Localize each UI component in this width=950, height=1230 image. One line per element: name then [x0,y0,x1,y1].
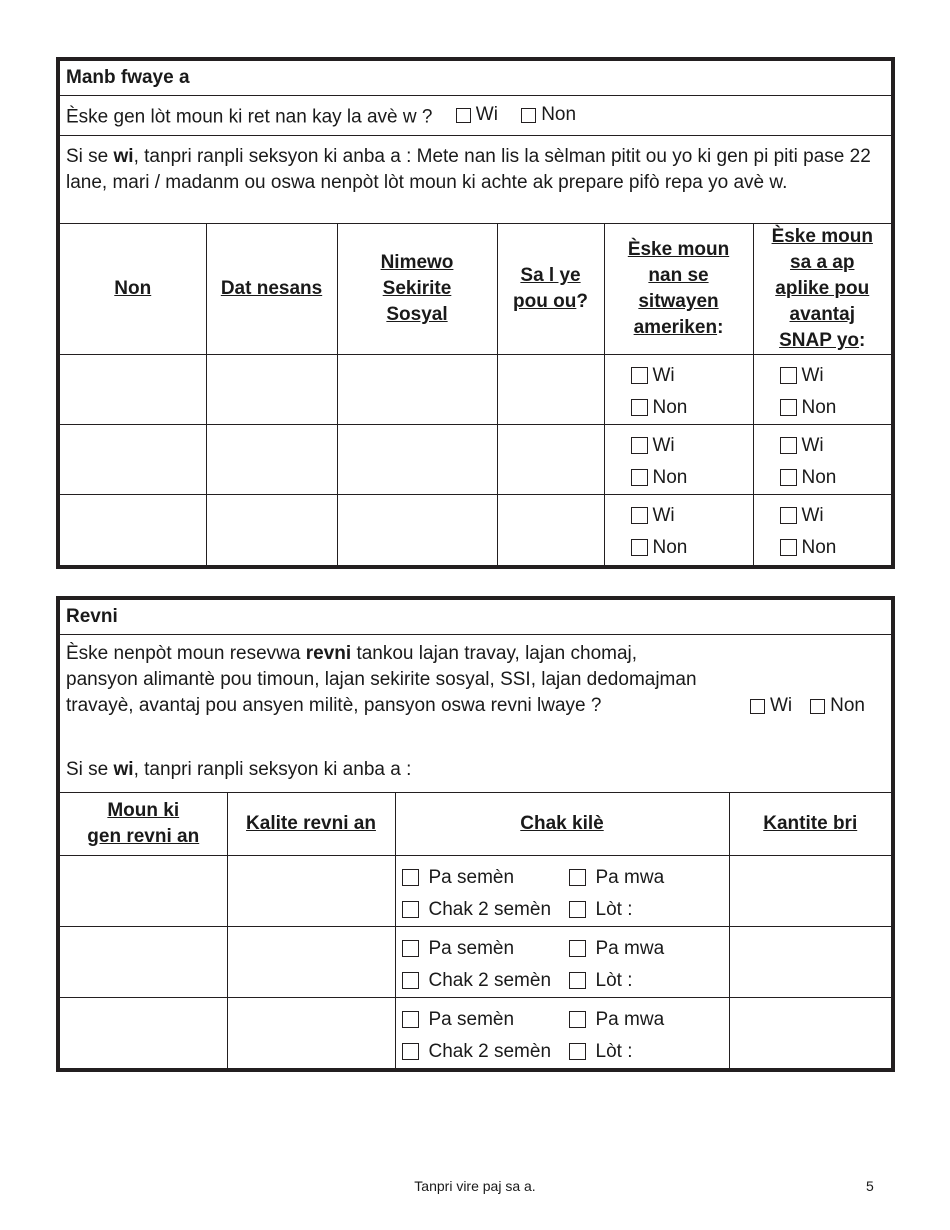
income-yes-option[interactable] [750,693,792,719]
citizen-no[interactable] [631,462,753,494]
no-label: Non [652,396,688,418]
snap-yes[interactable] [780,430,892,462]
checkbox[interactable] [750,699,765,714]
freq-weekly[interactable] [402,867,569,889]
yes-label: Wi [801,364,824,386]
dob-cell[interactable] [206,355,337,425]
person-cell[interactable] [60,855,227,926]
freq-biweekly[interactable] [402,1041,569,1063]
citizen-no[interactable] [631,392,753,424]
checkbox[interactable] [810,699,825,714]
checkbox[interactable] [631,539,648,556]
biweekly-label: Chak 2 semèn [428,898,552,920]
yes-label: Wi [652,504,675,526]
checkbox[interactable] [456,108,471,123]
question-text: tankou lajan travay, lajan chomaj, [351,643,638,664]
checkbox[interactable] [569,972,586,989]
freq-monthly[interactable] [569,1009,665,1031]
ssn-cell[interactable] [337,355,497,425]
other-label: Lòt : [595,1040,633,1062]
biweekly-label: Chak 2 semèn [428,969,552,991]
col-relation-label: Sa l ye pou ou [513,265,581,312]
household-instruction [60,136,891,224]
checkbox[interactable] [780,367,797,384]
dob-cell[interactable] [206,495,337,565]
freq-other[interactable] [569,899,633,921]
no-label: Non [652,466,688,488]
checkbox[interactable] [780,469,797,486]
weekly-label: Pa semèn [428,937,515,959]
checkbox[interactable] [402,972,419,989]
col-citizen [604,224,753,355]
citizen-yes[interactable] [631,360,753,392]
instruction-text: Si se [66,146,114,167]
income-table [60,793,891,1068]
col-person [60,793,227,855]
table-row [60,495,891,565]
household-question-row [60,96,891,136]
checkbox[interactable] [569,901,586,918]
checkbox[interactable] [631,437,648,454]
question-bold: revni [305,643,352,664]
citizen-yes[interactable] [631,430,753,462]
snap-no[interactable] [780,392,892,424]
checkbox[interactable] [569,869,586,886]
type-cell[interactable] [227,997,395,1068]
household-title: Manb fwaye a [60,61,891,96]
name-cell[interactable] [60,495,206,565]
citizen-no[interactable] [631,532,753,564]
household-section [56,57,895,569]
table-row [60,425,891,495]
yes-label: Wi [801,504,824,526]
checkbox[interactable] [402,940,419,957]
snap-yes[interactable] [780,360,892,392]
freq-weekly[interactable] [402,1009,569,1031]
snap-cell [753,425,891,495]
checkbox[interactable] [780,437,797,454]
frequency-cell [395,997,729,1068]
income-question-line3: travayè, avantaj pou ansyen militè, pansyon oswa revni lwaye ? [66,695,602,716]
col-snap [753,224,891,355]
table-row [60,997,891,1068]
instruction-bold: wi [113,146,134,167]
weekly-label: Pa semèn [428,1008,515,1030]
income-no-option[interactable] [810,693,865,719]
citizen-cell [604,355,753,425]
checkbox[interactable] [631,507,648,524]
household-question: Èske gen lòt moun ki ret nan kay la avè w ? [66,106,433,128]
income-section [56,596,895,1072]
name-cell[interactable] [60,425,206,495]
freq-weekly[interactable] [402,938,569,960]
citizen-cell [604,495,753,565]
amount-cell[interactable] [729,926,891,997]
instruction-bold: wi [113,759,134,780]
checkbox[interactable] [569,1011,586,1028]
frequency-cell [395,855,729,926]
other-label: Lòt : [595,898,633,920]
no-label: Non [801,536,837,558]
col-frequency: Chak kilè [395,793,729,855]
checkbox[interactable] [631,367,648,384]
freq-monthly[interactable] [569,867,665,889]
snap-no[interactable] [780,462,892,494]
ssn-cell[interactable] [337,495,497,565]
type-cell[interactable] [227,926,395,997]
freq-biweekly[interactable] [402,970,569,992]
monthly-label: Pa mwa [595,937,665,959]
snap-yes[interactable] [780,500,892,532]
freq-other[interactable] [569,970,633,992]
col-citizen-label: Èske moun nan se sitwayen ameriken [627,239,730,338]
freq-other[interactable] [569,1041,633,1063]
citizen-cell [604,425,753,495]
household-table [60,224,891,565]
col-person-line2: gen revni an [87,825,200,847]
yes-label: Wi [652,434,675,456]
income-question-line2: pansyon alimantè pou timoun, lajan sekirite sosyal, SSI, lajan dedomajman [66,669,697,690]
footer-note: Tanpri vire paj sa a. [414,1178,536,1194]
col-relation-suffix: ? [576,291,588,312]
biweekly-label: Chak 2 semèn [428,1040,552,1062]
no-label: Non [830,695,865,716]
col-type: Kalite revni an [227,793,395,855]
household-no-option[interactable] [521,102,576,128]
income-question-line1 [66,641,885,667]
checkbox[interactable] [402,1011,419,1028]
income-title: Revni [60,600,891,635]
freq-biweekly[interactable] [402,899,569,921]
household-yes-option[interactable] [456,102,498,128]
citizen-yes[interactable] [631,500,753,532]
checkbox[interactable] [631,399,648,416]
name-cell[interactable] [60,355,206,425]
yes-label: Wi [801,434,824,456]
col-person-line1: Moun ki [107,799,180,821]
income-instruction [66,757,885,783]
yes-label: Wi [769,695,793,716]
person-cell[interactable] [60,997,227,1068]
snap-no[interactable] [780,532,892,564]
checkbox[interactable] [780,507,797,524]
relation-cell[interactable] [497,355,604,425]
col-snap-suffix: : [859,330,866,351]
col-relation [497,224,604,355]
instruction-text: , tanpri ranpli seksyon ki anba a : Mete nan lis la sèlman pitit ou yo ki gen pi piti pase 22 lane, mari / madanm ou oswa nenpòt lòt moun ki achte ak prepare pifò repa yo avè w. [66,146,871,193]
table-row [60,355,891,425]
no-label: Non [541,104,577,125]
checkbox[interactable] [780,399,797,416]
question-text: Èske nenpòt moun resevwa [66,643,306,664]
weekly-label: Pa semèn [428,866,515,888]
col-dob: Dat nesans [206,224,337,355]
checkbox[interactable] [521,108,536,123]
checkbox[interactable] [631,469,648,486]
no-label: Non [652,536,688,558]
table-row [60,926,891,997]
amount-cell[interactable] [729,855,891,926]
yes-label: Wi [652,364,675,386]
freq-monthly[interactable] [569,938,665,960]
col-snap-label: Èske moun sa a ap aplike pou avantaj SNAP yo [771,226,873,351]
col-name: Non [60,224,206,355]
no-label: Non [801,466,837,488]
col-citizen-suffix: : [717,317,724,338]
snap-cell [753,355,891,425]
dob-cell[interactable] [206,425,337,495]
ssn-cell[interactable] [337,425,497,495]
checkbox[interactable] [402,869,419,886]
monthly-label: Pa mwa [595,1008,665,1030]
yes-label: Wi [475,104,498,125]
other-label: Lòt : [595,969,633,991]
income-question [60,635,891,793]
relation-cell[interactable] [497,495,604,565]
amount-cell[interactable] [729,997,891,1068]
person-cell[interactable] [60,926,227,997]
income-yes-no [732,693,865,719]
snap-cell [753,495,891,565]
monthly-label: Pa mwa [595,866,665,888]
checkbox[interactable] [780,539,797,556]
col-amount: Kantite bri [729,793,891,855]
frequency-cell [395,926,729,997]
checkbox[interactable] [402,1043,419,1060]
instruction-text: , tanpri ranpli seksyon ki anba a : [133,759,412,780]
page-number: 5 [866,1178,874,1194]
instruction-text: Si se [66,759,114,780]
col-ssn: Nimewo Sekirite Sosyal [337,224,497,355]
no-label: Non [801,396,837,418]
checkbox[interactable] [569,1043,586,1060]
table-row [60,855,891,926]
checkbox[interactable] [402,901,419,918]
type-cell[interactable] [227,855,395,926]
checkbox[interactable] [569,940,586,957]
relation-cell[interactable] [497,425,604,495]
